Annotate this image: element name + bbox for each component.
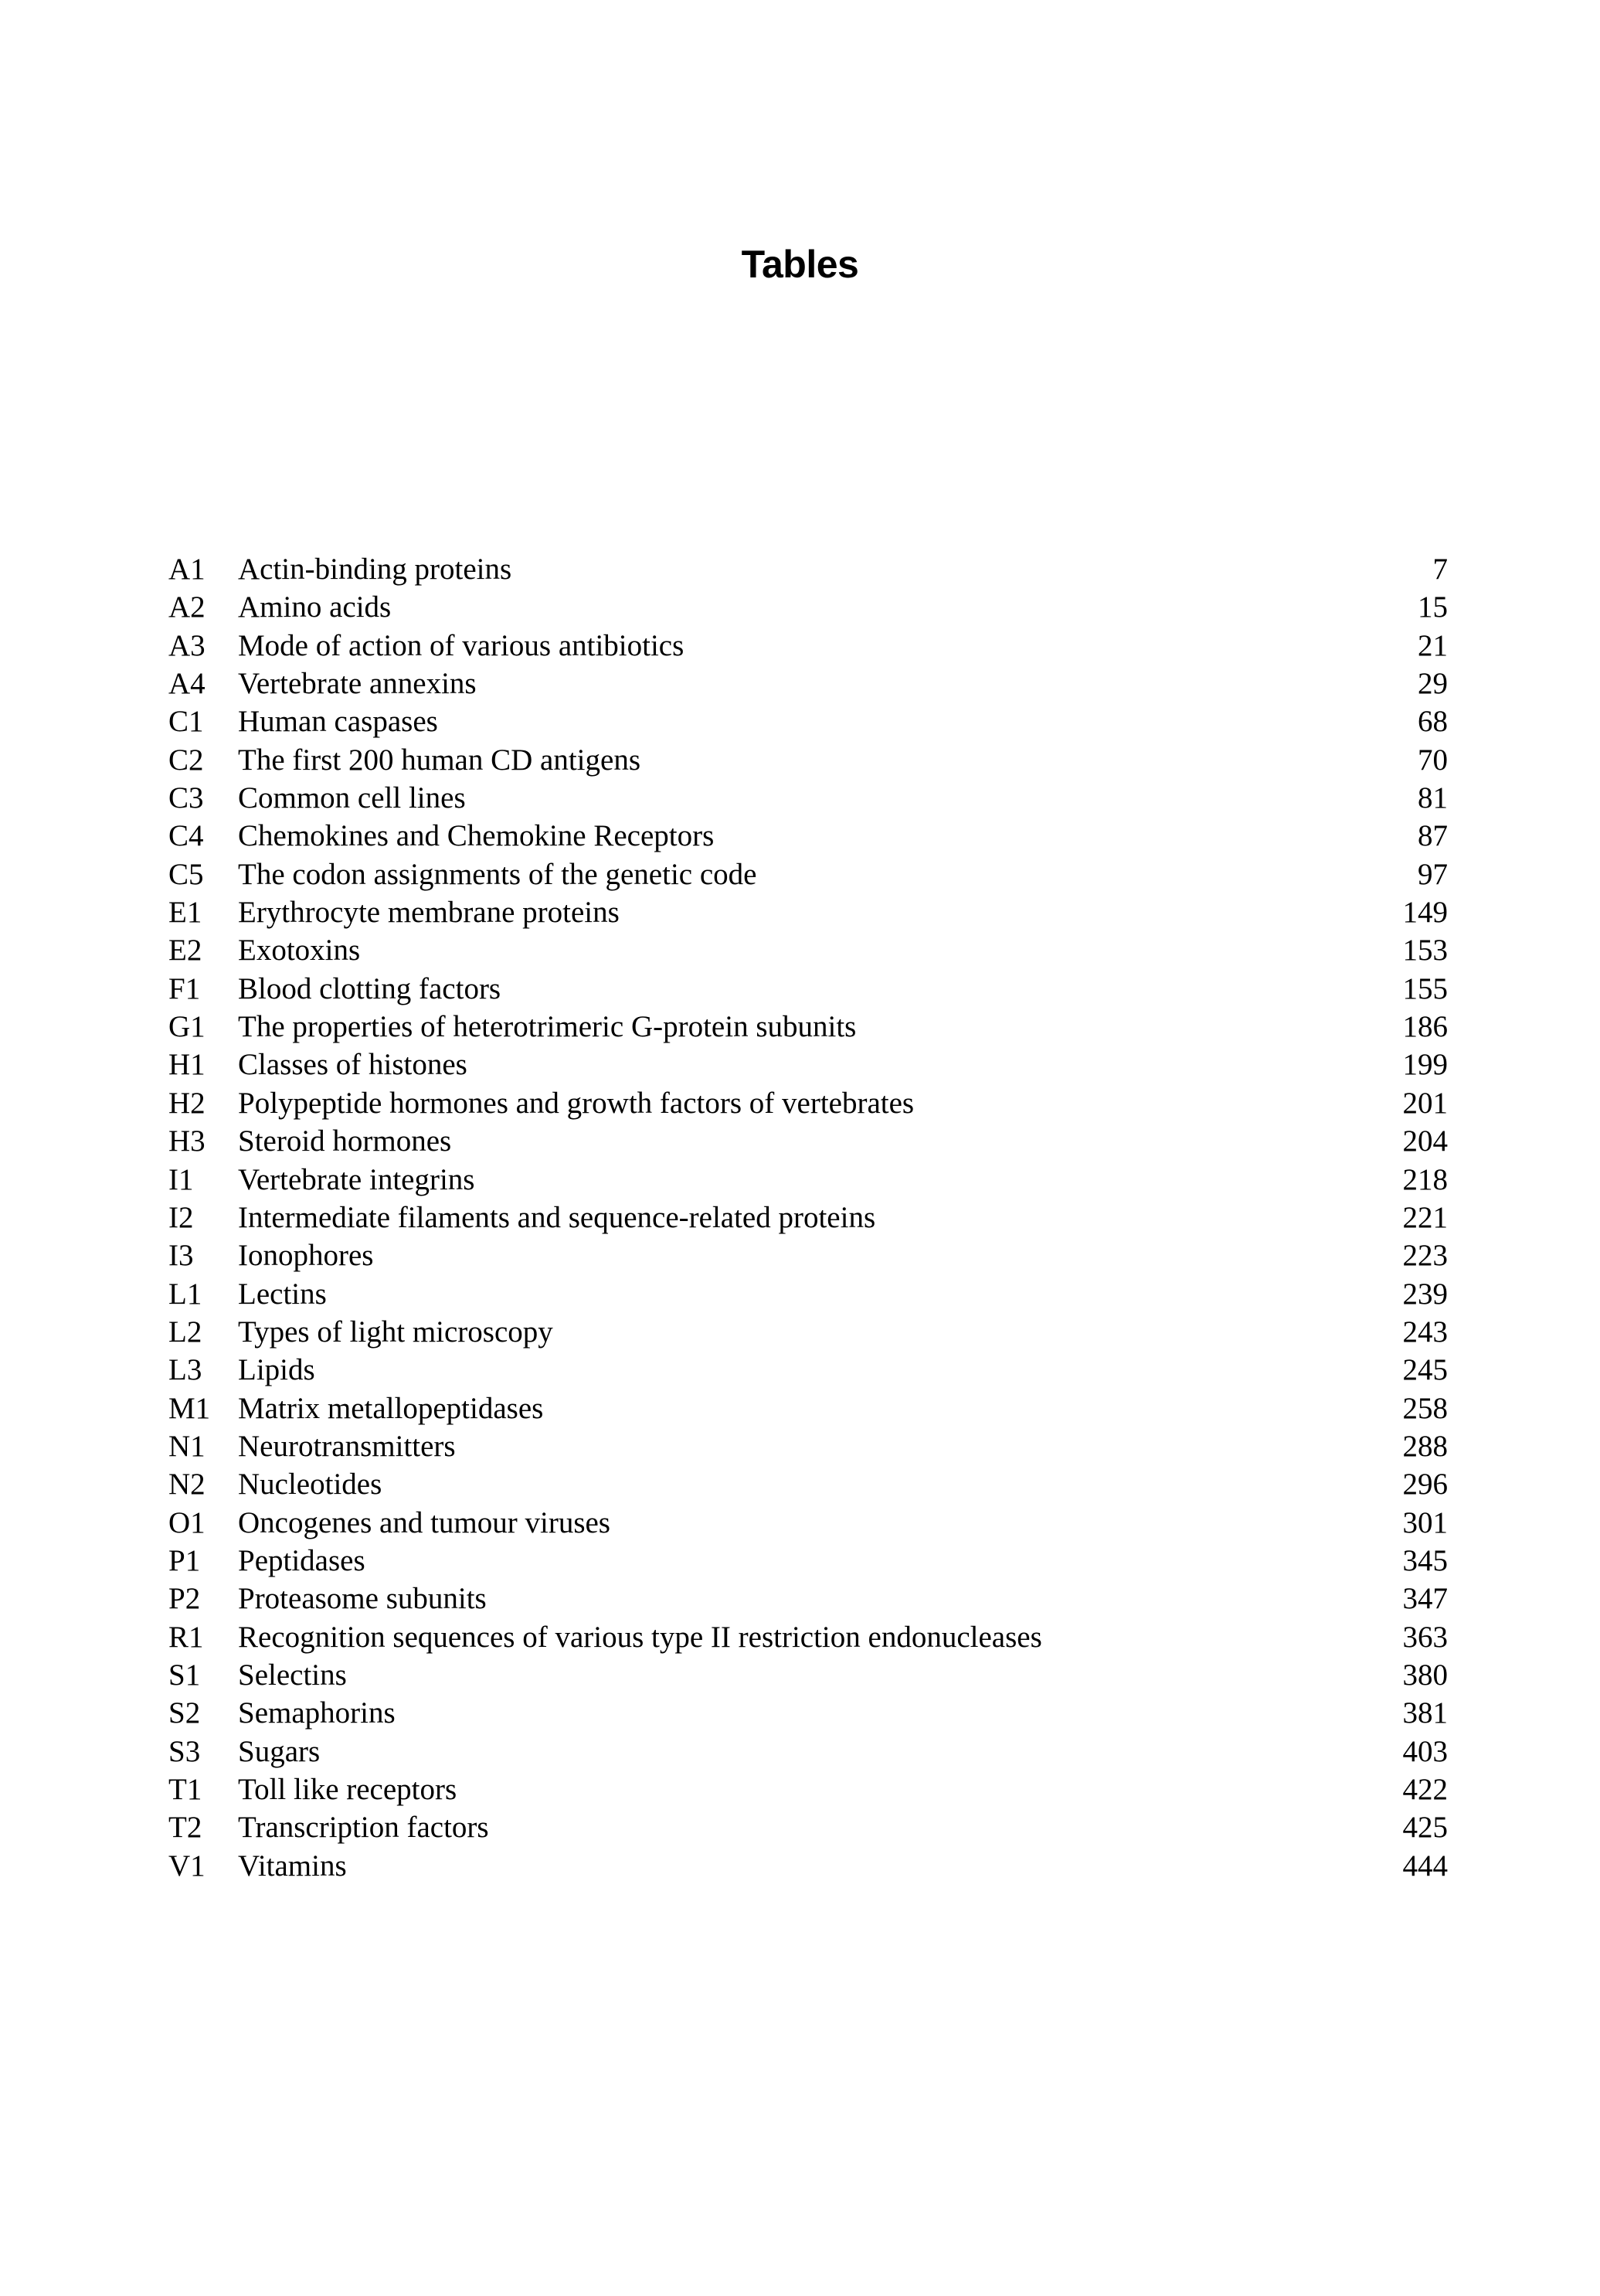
entry-code: S1 xyxy=(168,1658,201,1692)
entry-title: Lectins xyxy=(238,1277,327,1311)
entry-code: A4 xyxy=(168,667,206,701)
table-entry-n1 xyxy=(168,1427,1448,1465)
table-entry-a2 xyxy=(168,588,1448,626)
entry-page-number: 403 xyxy=(1402,1734,1448,1768)
entry-page-number: 221 xyxy=(1402,1200,1448,1234)
entry-code: I2 xyxy=(168,1200,194,1234)
entry-page-number: 218 xyxy=(1402,1162,1448,1196)
table-entry-p2 xyxy=(168,1580,1448,1617)
entry-page-number: 245 xyxy=(1402,1353,1448,1387)
entry-page-number: 70 xyxy=(1418,743,1448,777)
entry-page-number: 155 xyxy=(1402,971,1448,1005)
page-title: Tables xyxy=(741,243,859,286)
entry-title: Semaphorins xyxy=(238,1696,396,1730)
entry-title: The codon assignments of the genetic code xyxy=(238,857,757,891)
entry-code: E2 xyxy=(168,934,202,968)
table-entry-h2 xyxy=(168,1084,1448,1122)
entry-title: Common cell lines xyxy=(238,781,466,815)
table-entry-l1 xyxy=(168,1275,1448,1313)
entry-page-number: 149 xyxy=(1402,896,1448,930)
entry-title: Intermediate filaments and sequence-related proteins xyxy=(238,1200,876,1234)
entry-page-number: 223 xyxy=(1402,1239,1448,1273)
table-entry-f1 xyxy=(168,970,1448,1008)
entry-code: A1 xyxy=(168,553,206,586)
table-entry-t1 xyxy=(168,1770,1448,1808)
entry-page-number: 87 xyxy=(1418,819,1448,853)
entry-title: Vertebrate integrins xyxy=(238,1162,475,1196)
entry-page-number: 15 xyxy=(1418,590,1448,624)
entry-title: Amino acids xyxy=(238,590,392,624)
table-entry-i2 xyxy=(168,1199,1448,1236)
entry-code: S2 xyxy=(168,1696,201,1730)
entry-code: C5 xyxy=(168,857,204,891)
entry-page-number: 239 xyxy=(1402,1277,1448,1311)
table-entry-v1 xyxy=(168,1847,1448,1885)
table-entry-a3 xyxy=(168,627,1448,665)
entry-code: O1 xyxy=(168,1505,206,1539)
entry-title: Erythrocyte membrane proteins xyxy=(238,896,620,930)
entry-page-number: 68 xyxy=(1418,705,1448,739)
entry-page-number: 347 xyxy=(1402,1582,1448,1616)
entry-code: T1 xyxy=(168,1773,202,1806)
entry-code: C2 xyxy=(168,743,204,777)
entry-title: Vertebrate annexins xyxy=(238,667,477,701)
entry-title: Peptidases xyxy=(238,1543,365,1577)
entry-page-number: 363 xyxy=(1402,1620,1448,1654)
entry-page-number: 422 xyxy=(1402,1773,1448,1806)
entry-page-number: 21 xyxy=(1418,628,1448,662)
entry-title: Recognition sequences of various type II restriction endonucleases xyxy=(238,1620,1042,1654)
entry-code: F1 xyxy=(168,971,201,1005)
table-entry-m1 xyxy=(168,1390,1448,1427)
entry-page-number: 380 xyxy=(1402,1658,1448,1692)
entry-page-number: 199 xyxy=(1402,1048,1448,1082)
table-entry-n2 xyxy=(168,1465,1448,1503)
table-entry-s1 xyxy=(168,1656,1448,1694)
entry-page-number: 296 xyxy=(1402,1468,1448,1502)
entry-title: Actin-binding proteins xyxy=(238,553,512,586)
table-entry-i1 xyxy=(168,1161,1448,1199)
entry-title: Steroid hormones xyxy=(238,1124,452,1158)
entry-title: Oncogenes and tumour viruses xyxy=(238,1505,610,1539)
table-entry-i3 xyxy=(168,1236,1448,1274)
entry-title: Blood clotting factors xyxy=(238,971,501,1005)
entry-title: Lipids xyxy=(238,1353,315,1387)
entry-page-number: 97 xyxy=(1418,857,1448,891)
entry-title: Toll like receptors xyxy=(238,1773,457,1806)
entry-code: C3 xyxy=(168,781,204,815)
table-entry-l2 xyxy=(168,1313,1448,1351)
entry-code: L1 xyxy=(168,1277,202,1311)
table-entry-p1 xyxy=(168,1542,1448,1580)
entry-page-number: 201 xyxy=(1402,1086,1448,1120)
entry-title: Transcription factors xyxy=(238,1811,489,1845)
entry-page-number: 425 xyxy=(1402,1811,1448,1845)
table-entry-s2 xyxy=(168,1694,1448,1732)
entry-page-number: 381 xyxy=(1402,1696,1448,1730)
entry-code: N2 xyxy=(168,1468,206,1502)
entry-code: L3 xyxy=(168,1353,202,1387)
entry-code: G1 xyxy=(168,1010,206,1044)
entry-title: Proteasome subunits xyxy=(238,1582,487,1616)
entry-code: A2 xyxy=(168,590,206,624)
entry-page-number: 186 xyxy=(1402,1010,1448,1044)
entry-code: T2 xyxy=(168,1811,202,1845)
entry-code: M1 xyxy=(168,1391,211,1425)
table-entry-h3 xyxy=(168,1122,1448,1160)
entry-title: Nucleotides xyxy=(238,1468,382,1502)
table-entry-a4 xyxy=(168,665,1448,702)
entry-title: Matrix metallopeptidases xyxy=(238,1391,544,1425)
table-entry-c1 xyxy=(168,702,1448,740)
table-entry-c2 xyxy=(168,741,1448,779)
table-entry-c5 xyxy=(168,855,1448,893)
entry-code: E1 xyxy=(168,896,202,930)
entry-page-number: 345 xyxy=(1402,1543,1448,1577)
entry-page-number: 288 xyxy=(1402,1429,1448,1463)
entry-page-number: 204 xyxy=(1402,1124,1448,1158)
entry-page-number: 7 xyxy=(1432,553,1448,586)
entry-code: V1 xyxy=(168,1849,206,1883)
entry-title: The properties of heterotrimeric G-protein subunits xyxy=(238,1010,857,1044)
entry-code: H3 xyxy=(168,1124,206,1158)
table-entry-c3 xyxy=(168,779,1448,817)
entry-page-number: 444 xyxy=(1402,1849,1448,1883)
entry-code: H2 xyxy=(168,1086,206,1120)
entry-code: R1 xyxy=(168,1620,204,1654)
table-entry-l3 xyxy=(168,1351,1448,1389)
table-entry-a1 xyxy=(168,550,1448,588)
table-entry-r1 xyxy=(168,1618,1448,1656)
entry-code: N1 xyxy=(168,1429,206,1463)
entry-title: Polypeptide hormones and growth factors of vertebrates xyxy=(238,1086,915,1120)
entry-title: Vitamins xyxy=(238,1849,347,1883)
entry-title: Neurotransmitters xyxy=(238,1429,456,1463)
entry-code: C4 xyxy=(168,819,204,853)
entry-title: The first 200 human CD antigens xyxy=(238,743,640,777)
table-entry-e1 xyxy=(168,893,1448,931)
table-entry-g1 xyxy=(168,1008,1448,1046)
entry-title: Selectins xyxy=(238,1658,347,1692)
table-entry-e2 xyxy=(168,931,1448,969)
entry-page-number: 301 xyxy=(1402,1505,1448,1539)
entry-title: Chemokines and Chemokine Receptors xyxy=(238,819,715,853)
entry-page-number: 81 xyxy=(1418,781,1448,815)
entry-title: Types of light microscopy xyxy=(238,1315,553,1349)
table-entry-t2 xyxy=(168,1808,1448,1846)
entry-code: P2 xyxy=(168,1582,201,1616)
table-entry-h1 xyxy=(168,1046,1448,1083)
entry-title: Human caspases xyxy=(238,705,438,739)
entry-title: Sugars xyxy=(238,1734,321,1768)
entry-code: L2 xyxy=(168,1315,202,1349)
entry-code: S3 xyxy=(168,1734,201,1768)
entry-page-number: 258 xyxy=(1402,1391,1448,1425)
entry-code: H1 xyxy=(168,1048,206,1082)
table-entry-o1 xyxy=(168,1504,1448,1542)
entry-title: Exotoxins xyxy=(238,934,361,968)
entry-code: I3 xyxy=(168,1239,194,1273)
entry-code: C1 xyxy=(168,705,204,739)
entry-title: Mode of action of various antibiotics xyxy=(238,628,685,662)
entry-code: A3 xyxy=(168,628,206,662)
entry-code: I1 xyxy=(168,1162,194,1196)
entry-title: Classes of histones xyxy=(238,1048,467,1082)
entry-title: Ionophores xyxy=(238,1239,374,1273)
table-entry-s3 xyxy=(168,1733,1448,1770)
entry-code: P1 xyxy=(168,1543,201,1577)
table-entry-c4 xyxy=(168,817,1448,855)
entry-page-number: 29 xyxy=(1418,667,1448,701)
entry-page-number: 243 xyxy=(1402,1315,1448,1349)
entry-page-number: 153 xyxy=(1402,934,1448,968)
tables-list xyxy=(168,550,1448,1885)
